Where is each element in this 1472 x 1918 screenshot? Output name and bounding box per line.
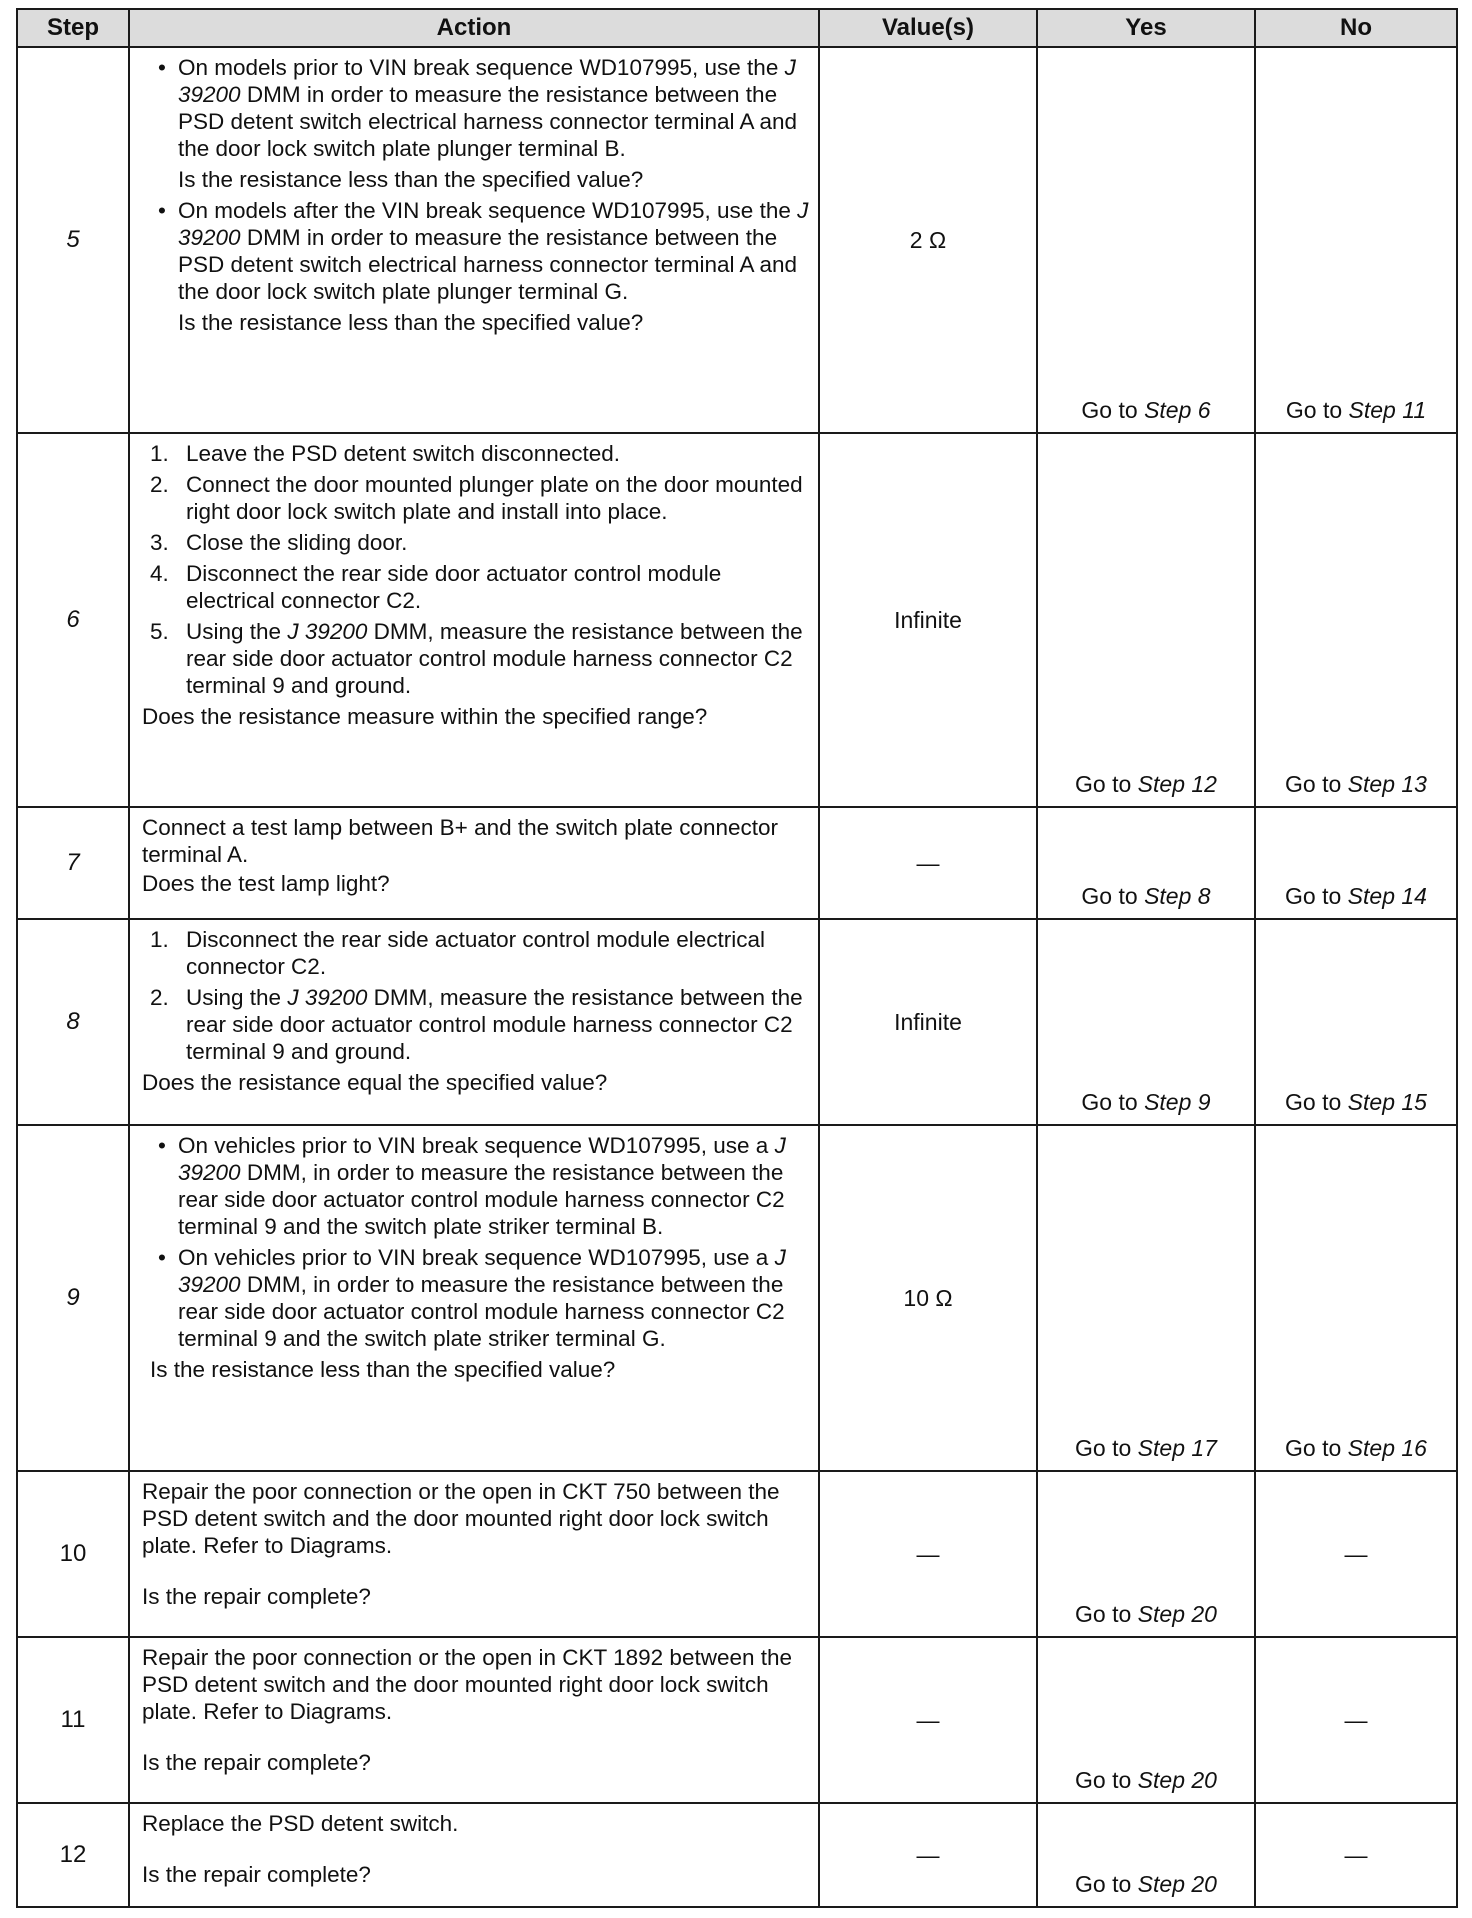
header-no: No xyxy=(1255,9,1457,47)
yes-cell: Go to Step 20 xyxy=(1037,1637,1255,1803)
tool-ref: J 39200 xyxy=(287,619,368,644)
value-cell: — xyxy=(819,1471,1037,1637)
action-question: Is the resistance less than the specified value? xyxy=(150,1357,616,1382)
step-number: 9 xyxy=(17,1125,129,1471)
value-cell: — xyxy=(819,807,1037,919)
step-link: Step 20 xyxy=(1137,1767,1217,1793)
action-step: 5. Using the J 39200 DMM, measure the resistance between the rear side door actuator control module harness connector C2 terminal 9 and ground. xyxy=(150,619,803,698)
step-link: Step 6 xyxy=(1144,397,1211,423)
tool-ref: J 39200 xyxy=(178,1245,786,1297)
no-cell: — xyxy=(1255,1471,1457,1637)
no-cell: Go to Step 11 xyxy=(1255,47,1457,433)
value-cell: Infinite xyxy=(819,919,1037,1125)
yes-cell: Go to Step 6 xyxy=(1037,47,1255,433)
action-step: 2. Using the J 39200 DMM, measure the resistance between the rear side door actuator control module harness connector C2 terminal 9 and ground. xyxy=(150,985,803,1064)
action-question: Is the repair complete? xyxy=(142,1584,371,1609)
step-link: Step 17 xyxy=(1137,1435,1217,1461)
action-question: Is the resistance less than the specified value? xyxy=(178,310,644,335)
yes-cell: Go to Step 8 xyxy=(1037,807,1255,919)
step-link: Step 20 xyxy=(1137,1871,1217,1897)
action-question: Is the repair complete? xyxy=(142,1750,371,1775)
action-cell xyxy=(129,1637,819,1803)
action-cell xyxy=(129,433,819,807)
header-row xyxy=(17,9,1457,47)
table-row xyxy=(17,1125,1457,1471)
action-bullet: • On models prior to VIN break sequence WD107995, use the J 39200 DMM in order to measure the resistance between the PSD detent switch electrical harness connector terminal A and the door lock switch plate plunger terminal B. xyxy=(150,54,810,162)
step-number: 12 xyxy=(17,1803,129,1907)
action-bullet: • On vehicles prior to VIN break sequence WD107995, use a J 39200 DMM, in order to measure the resistance between the rear side door actuator control module harness connector C2 terminal 9 and the switch plate striker terminal G. xyxy=(150,1244,810,1352)
step-link: Step 11 xyxy=(1348,397,1427,423)
no-cell: Go to Step 13 xyxy=(1255,433,1457,807)
step-link: Step 14 xyxy=(1347,883,1427,909)
header-values: Value(s) xyxy=(819,9,1037,47)
step-number: 7 xyxy=(17,807,129,919)
step-link: Step 15 xyxy=(1347,1089,1427,1115)
step-link: Step 8 xyxy=(1144,883,1211,909)
action-question: Does the test lamp light? xyxy=(142,871,390,896)
yes-cell: Go to Step 20 xyxy=(1037,1471,1255,1637)
action-cell xyxy=(129,1803,819,1907)
yes-cell: Go to Step 17 xyxy=(1037,1125,1255,1471)
action-text: Replace the PSD detent switch. xyxy=(142,1811,459,1836)
step-number: 11 xyxy=(17,1637,129,1803)
no-cell: Go to Step 15 xyxy=(1255,919,1457,1125)
action-step: 1. Disconnect the rear side actuator control module electrical connector C2. xyxy=(150,927,766,979)
action-step: 4. Disconnect the rear side door actuator control module electrical connector C2. xyxy=(150,561,722,613)
value-cell: Infinite xyxy=(819,433,1037,807)
table-row xyxy=(17,1803,1457,1907)
action-question: Is the resistance less than the specified value? xyxy=(178,167,644,192)
tool-ref: J 39200 xyxy=(178,1133,786,1185)
table-row xyxy=(17,433,1457,807)
action-bullet: • On models after the VIN break sequence WD107995, use the J 39200 DMM in order to measure the resistance between the PSD detent switch electrical harness connector terminal A and the door lock switch plate plunger terminal G. xyxy=(150,197,810,305)
diagnostic-table-page xyxy=(16,8,1456,1908)
action-bullet: • On vehicles prior to VIN break sequence WD107995, use a J 39200 DMM, in order to measure the resistance between the rear side door actuator control module harness connector C2 terminal 9 and the switch plate striker terminal B. xyxy=(150,1132,810,1240)
action-cell xyxy=(129,807,819,919)
table-row xyxy=(17,1637,1457,1803)
step-link: Step 9 xyxy=(1144,1089,1211,1115)
table-row xyxy=(17,47,1457,433)
action-cell xyxy=(129,47,819,433)
table-row xyxy=(17,807,1457,919)
table-row xyxy=(17,919,1457,1125)
table-row xyxy=(17,1471,1457,1637)
action-step: 2. Connect the door mounted plunger plate on the door mounted right door lock switch plate and install into place. xyxy=(150,472,803,524)
header-yes: Yes xyxy=(1037,9,1255,47)
no-cell: Go to Step 14 xyxy=(1255,807,1457,919)
step-number: 10 xyxy=(17,1471,129,1637)
action-text: Repair the poor connection or the open in CKT 750 between the PSD detent switch and the door mounted right door lock switch plate. Refer to Diagrams. xyxy=(142,1479,780,1558)
action-text: Repair the poor connection or the open in CKT 1892 between the PSD detent switch and the door mounted right door lock switch plate. Refer to Diagrams. xyxy=(142,1645,793,1724)
value-cell: — xyxy=(819,1803,1037,1907)
step-number: 5 xyxy=(17,47,129,433)
step-number: 6 xyxy=(17,433,129,807)
value-cell: 10 Ω xyxy=(819,1125,1037,1471)
yes-cell: Go to Step 20 xyxy=(1037,1803,1255,1907)
tool-ref: J 39200 xyxy=(178,55,796,107)
action-cell xyxy=(129,1471,819,1637)
tool-ref: J 39200 xyxy=(178,198,809,250)
no-cell: Go to Step 16 xyxy=(1255,1125,1457,1471)
yes-cell: Go to Step 9 xyxy=(1037,919,1255,1125)
tool-ref: J 39200 xyxy=(287,985,368,1010)
action-question: Does the resistance measure within the specified range? xyxy=(142,704,708,729)
no-cell: — xyxy=(1255,1637,1457,1803)
action-question: Does the resistance equal the specified value? xyxy=(142,1070,608,1095)
step-link: Step 16 xyxy=(1347,1435,1427,1461)
header-step: Step xyxy=(17,9,129,47)
action-cell xyxy=(129,919,819,1125)
step-number: 8 xyxy=(17,919,129,1125)
action-question: Is the repair complete? xyxy=(142,1862,371,1887)
value-cell: — xyxy=(819,1637,1037,1803)
action-cell xyxy=(129,1125,819,1471)
header-action: Action xyxy=(129,9,819,47)
diagnostic-table xyxy=(16,8,1458,1908)
step-link: Step 13 xyxy=(1347,771,1427,797)
value-cell: 2 Ω xyxy=(819,47,1037,433)
yes-cell: Go to Step 12 xyxy=(1037,433,1255,807)
no-cell: — xyxy=(1255,1803,1457,1907)
step-link: Step 20 xyxy=(1137,1601,1217,1627)
step-link: Step 12 xyxy=(1137,771,1217,797)
action-step: 1. Leave the PSD detent switch disconnected. xyxy=(150,441,621,466)
action-text: Connect a test lamp between B+ and the switch plate connector terminal A. xyxy=(142,815,779,867)
action-step: 3. Close the sliding door. xyxy=(150,530,408,555)
